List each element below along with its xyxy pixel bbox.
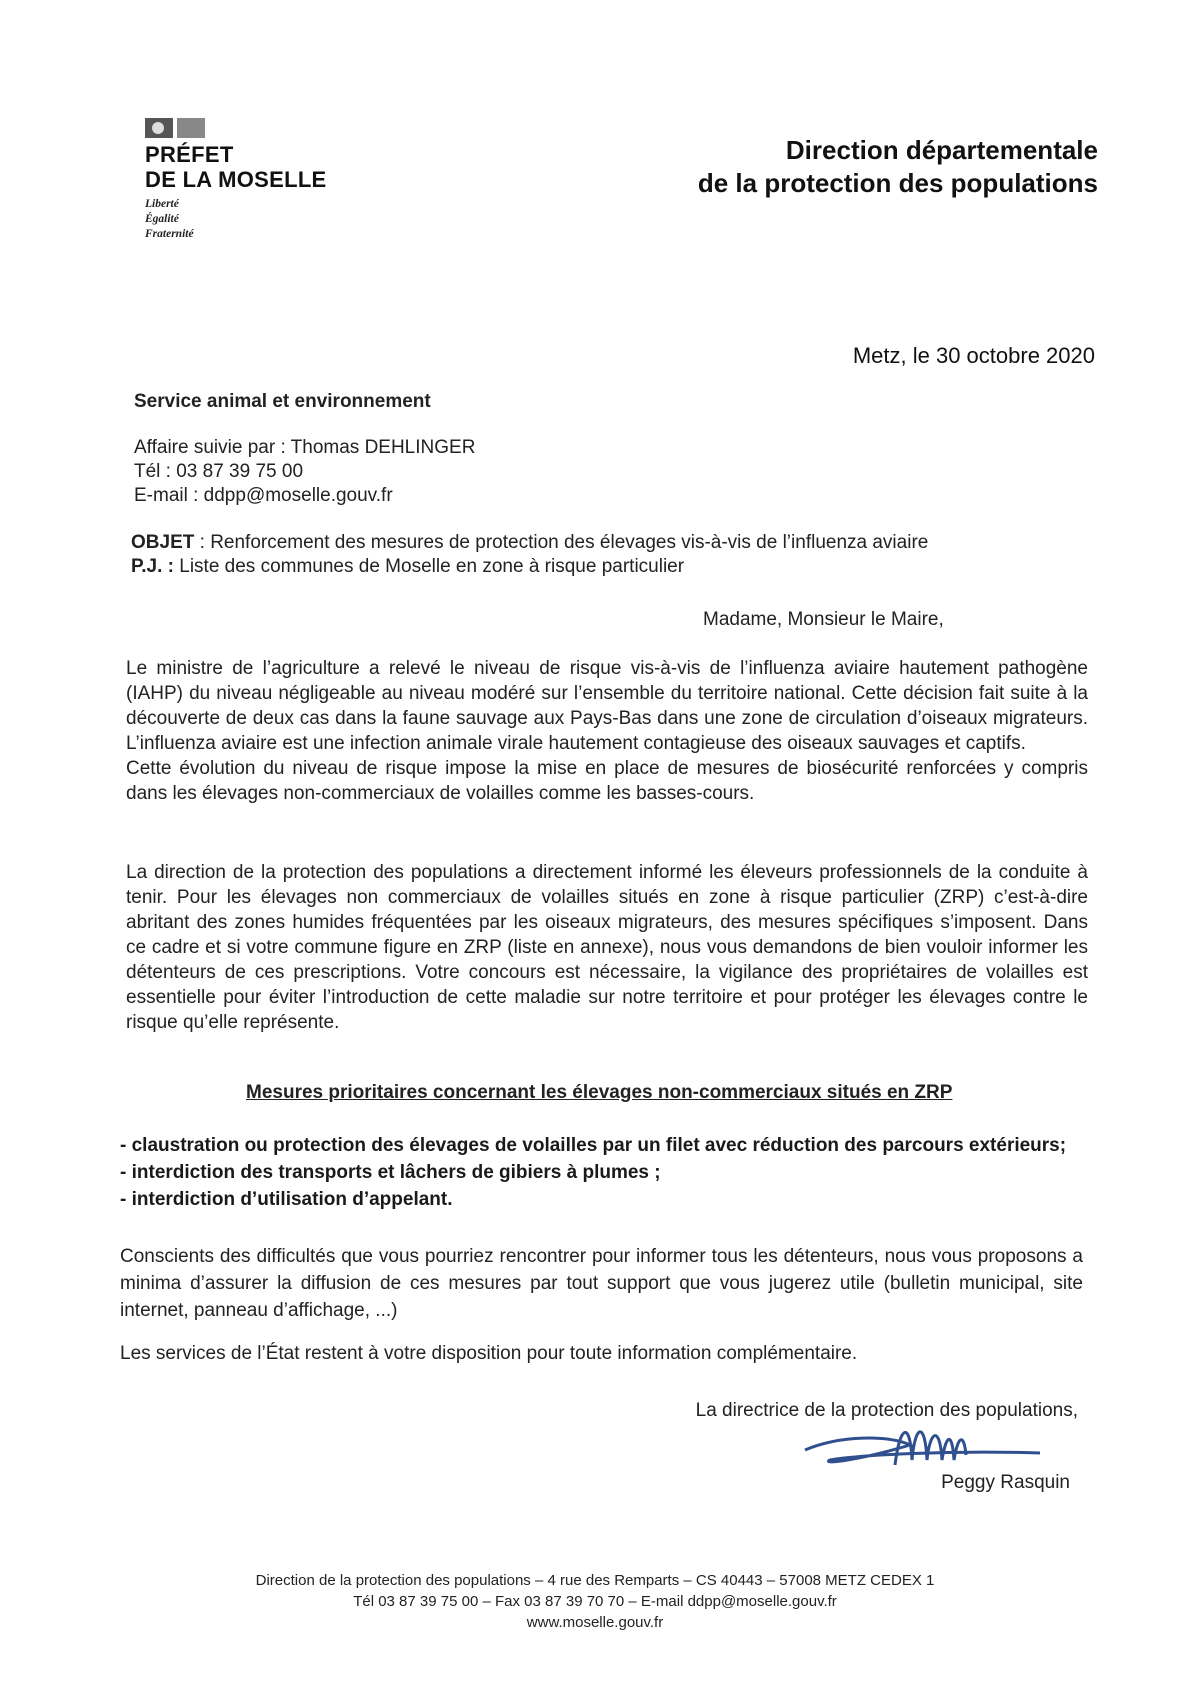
footer-contact: Tél 03 87 39 75 00 – Fax 03 87 39 70 70 – E-mail ddpp@moselle.gouv.fr xyxy=(353,1593,837,1610)
signature-name: Peggy Rasquin xyxy=(941,1472,1070,1493)
devise-fraternite: Fraternité xyxy=(145,228,194,240)
letter-footer xyxy=(0,1570,1190,1633)
logo-prefet: PRÉFET xyxy=(145,142,234,167)
paragraph-3: Conscients des difficultés que vous pourriez rencontrer pour informer tous les détenteurs, nous vous proposons a minima d’assurer la diffusion de ces mesures par tout support que vous jugerez utile (bulletin municipal, site internet, panneau d’affichage, ...) xyxy=(120,1246,1083,1321)
devise-liberte: Liberté xyxy=(145,198,179,210)
pj-label: P.J. : xyxy=(131,556,174,577)
direction-heading xyxy=(698,134,1098,200)
pj-text: Liste des communes de Moselle en zone à risque particulier xyxy=(173,556,685,577)
footer-website: www.moselle.gouv.fr xyxy=(526,1614,664,1631)
prefecture-logo xyxy=(145,118,345,242)
mesure-item: - interdiction d’utilisation d’appelant. xyxy=(120,1189,453,1210)
mesure-item: - interdiction des transports et lâchers de gibiers à plumes ; xyxy=(120,1162,661,1183)
devise-egalite: Égalité xyxy=(145,213,179,225)
direction-line-2: de la protection des populations xyxy=(697,168,1098,198)
marianne-emblem xyxy=(145,118,207,138)
mesure-item: - claustration ou protection des élevages de volailles par un filet avec réduction des parcours extérieurs; xyxy=(120,1135,1067,1156)
contact-email: E-mail : ddpp@moselle.gouv.fr xyxy=(134,485,393,506)
service-name: Service animal et environnement xyxy=(134,391,431,412)
footer-address: Direction de la protection des populations – 4 rue des Remparts – CS 40443 – 57008 METZ CEDEX 1 xyxy=(255,1572,935,1589)
paragraph-1-part-1: Le ministre de l’agriculture a relevé le niveau de risque vis-à-vis de l’influenza aviaire hautement pathogène (IAHP) du niveau négligeable au niveau modéré sur l’ensemble du territoire national. Cette décision fait suite à la découverte de deux cas dans la faune sauvage aux Pays-Bas dans une zone de circulation d’oiseaux migrateurs. L’influenza aviaire est une infection animale virale hautement contagieuse des oiseaux sauvages et captifs. xyxy=(126,658,1088,754)
contact-tel: Tél : 03 87 39 75 00 xyxy=(134,461,304,482)
paragraph-2: La direction de la protection des populations a directement informé les éleveurs professionnels de la conduite à tenir. Pour les élevages non commerciaux de volailles situés en zone à risque particulier (ZRP) c’est-à-dire abritant des zones humides fréquentées par les oiseaux migrateurs, des mesures spécifiques s’imposent. Dans ce cadre et si votre commune figure en ZRP (liste en annexe), nous vous demandons de bien vouloir informer les détenteurs de ces prescriptions. Votre concours est nécessaire, la vigilance des propriétaires de volailles est essentielle pour éviter l’introduction de cette maladie sur notre territoire et pour protéger les élevages contre le risque qu’elle représente. xyxy=(126,862,1088,1033)
letter-date: Metz, le 30 octobre 2020 xyxy=(852,343,1095,368)
direction-line-1: Direction départementale xyxy=(785,135,1098,165)
signature-title: La directrice de la protection des populations, xyxy=(695,1400,1078,1421)
mesures-list xyxy=(120,1132,1066,1213)
mesures-title: Mesures prioritaires concernant les élevages non-commerciaux situés en ZRP xyxy=(246,1082,953,1103)
objet-label: OBJET xyxy=(131,532,195,553)
paragraph-4: Les services de l’État restent à votre disposition pour toute information complémentaire. xyxy=(120,1343,858,1364)
paragraph-1 xyxy=(126,656,1088,806)
contact-affaire: Affaire suivie par : Thomas DEHLINGER xyxy=(134,437,476,458)
objet-text: : Renforcement des mesures de protection des élevages vis-à-vis de l’influenza aviaire xyxy=(194,532,929,553)
contact-block xyxy=(134,436,475,508)
salutation: Madame, Monsieur le Maire, xyxy=(703,609,944,630)
paragraph-1-part-2: Cette évolution du niveau de risque impose la mise en place de mesures de biosécurité renforcées y compris dans les élevages non-commerciaux de volailles comme les basses-cours. xyxy=(126,758,1088,804)
objet-block xyxy=(131,531,928,579)
logo-moselle: DE LA MOSELLE xyxy=(145,167,327,192)
